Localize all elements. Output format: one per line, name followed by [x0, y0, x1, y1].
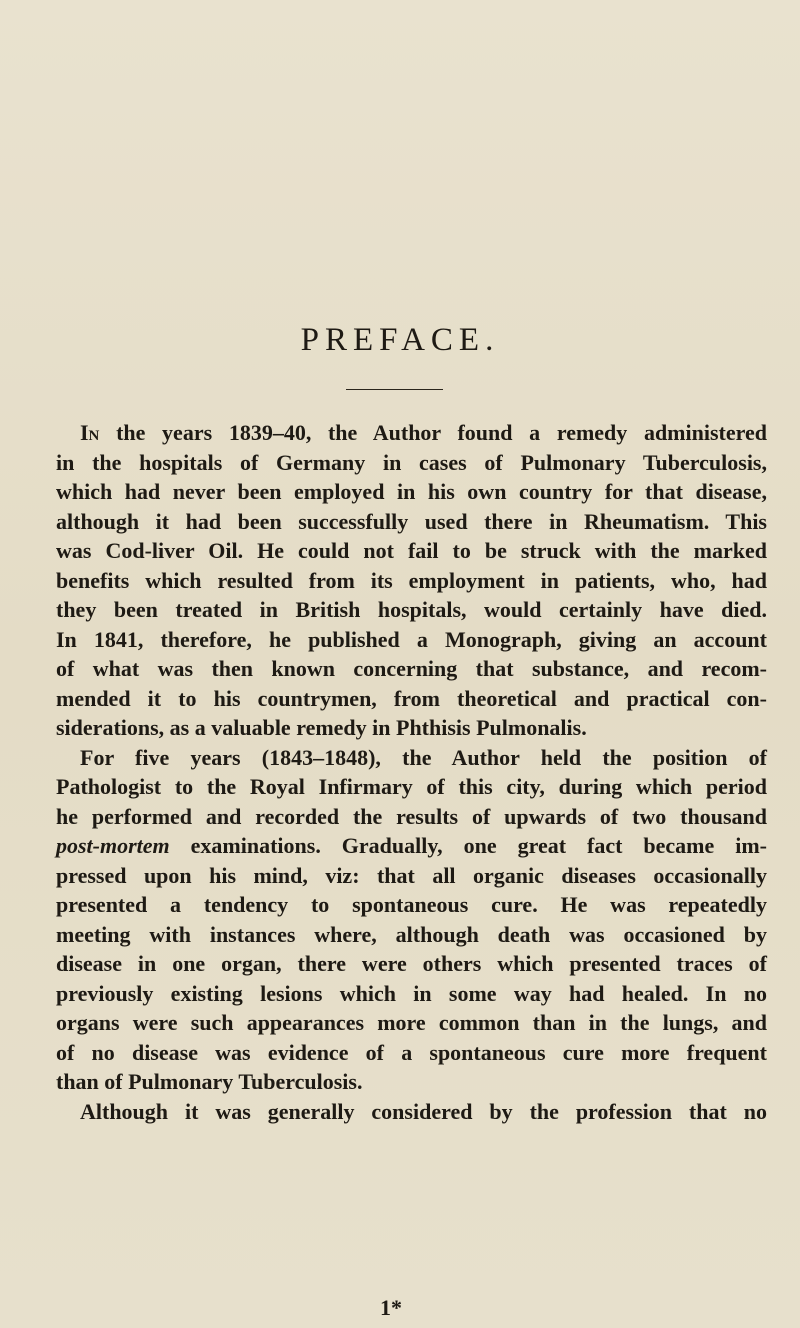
text-line: benefits which resulted from its employment in patients, who, had	[56, 567, 767, 593]
text-line: post-mortem examinations. Gradually, one great fact became im-	[56, 833, 767, 858]
text-line: previously existing lesions which in some way had healed. In no	[56, 980, 767, 1006]
text-line: than of Pulmonary Tuberculosis.	[56, 1069, 363, 1094]
text-line: of no disease was evidence of a spontaneous cure more frequent	[56, 1039, 767, 1065]
text-line: meeting with instances where, although death was occasioned by	[56, 921, 767, 947]
text-line: he performed and recorded the results of upwards of two thousand	[56, 803, 767, 829]
text-line: In the years 1839–40, the Author found a remedy administered	[80, 420, 767, 445]
text-line: Pathologist to the Royal Infirmary of this city, during which period	[56, 774, 767, 799]
text-line: siderations, as a valuable remedy in Phthisis Pulmonalis.	[56, 715, 587, 740]
body-text	[56, 368, 767, 1126]
text-line: organs were such appearances more common than in the lungs, and	[56, 1010, 767, 1035]
text-line: of what was then known concerning that substance, and recom-	[56, 656, 767, 681]
text-line: although it had been successfully used there in Rheumatism. This	[56, 508, 767, 534]
text-line: pressed upon his mind, viz: that all organic diseases occasionally	[56, 862, 767, 888]
text-line: in the hospitals of Germany in cases of Pulmonary Tuberculosis,	[56, 449, 767, 475]
text-line: which had never been employed in his own country for that disease,	[56, 479, 767, 504]
text-line: presented a tendency to spontaneous cure. He was repeatedly	[56, 892, 767, 917]
text-line: In 1841, therefore, he published a Monograph, giving an account	[56, 626, 767, 652]
text-line: was Cod-liver Oil. He could not fail to be struck with the marked	[56, 538, 767, 563]
text-line: Although it was generally considered by the profession that no	[80, 1098, 767, 1124]
page-title: PREFACE.	[300, 322, 500, 358]
text-line: disease in one organ, there were others which presented traces of	[56, 951, 767, 976]
text-line: mended it to his countrymen, from theoretical and practical con-	[56, 685, 767, 711]
text-line: For five years (1843–1848), the Author held the position of	[80, 744, 767, 770]
text-line: they been treated in British hospitals, would certainly have died.	[56, 597, 767, 622]
page-number: 1*	[380, 1295, 402, 1320]
